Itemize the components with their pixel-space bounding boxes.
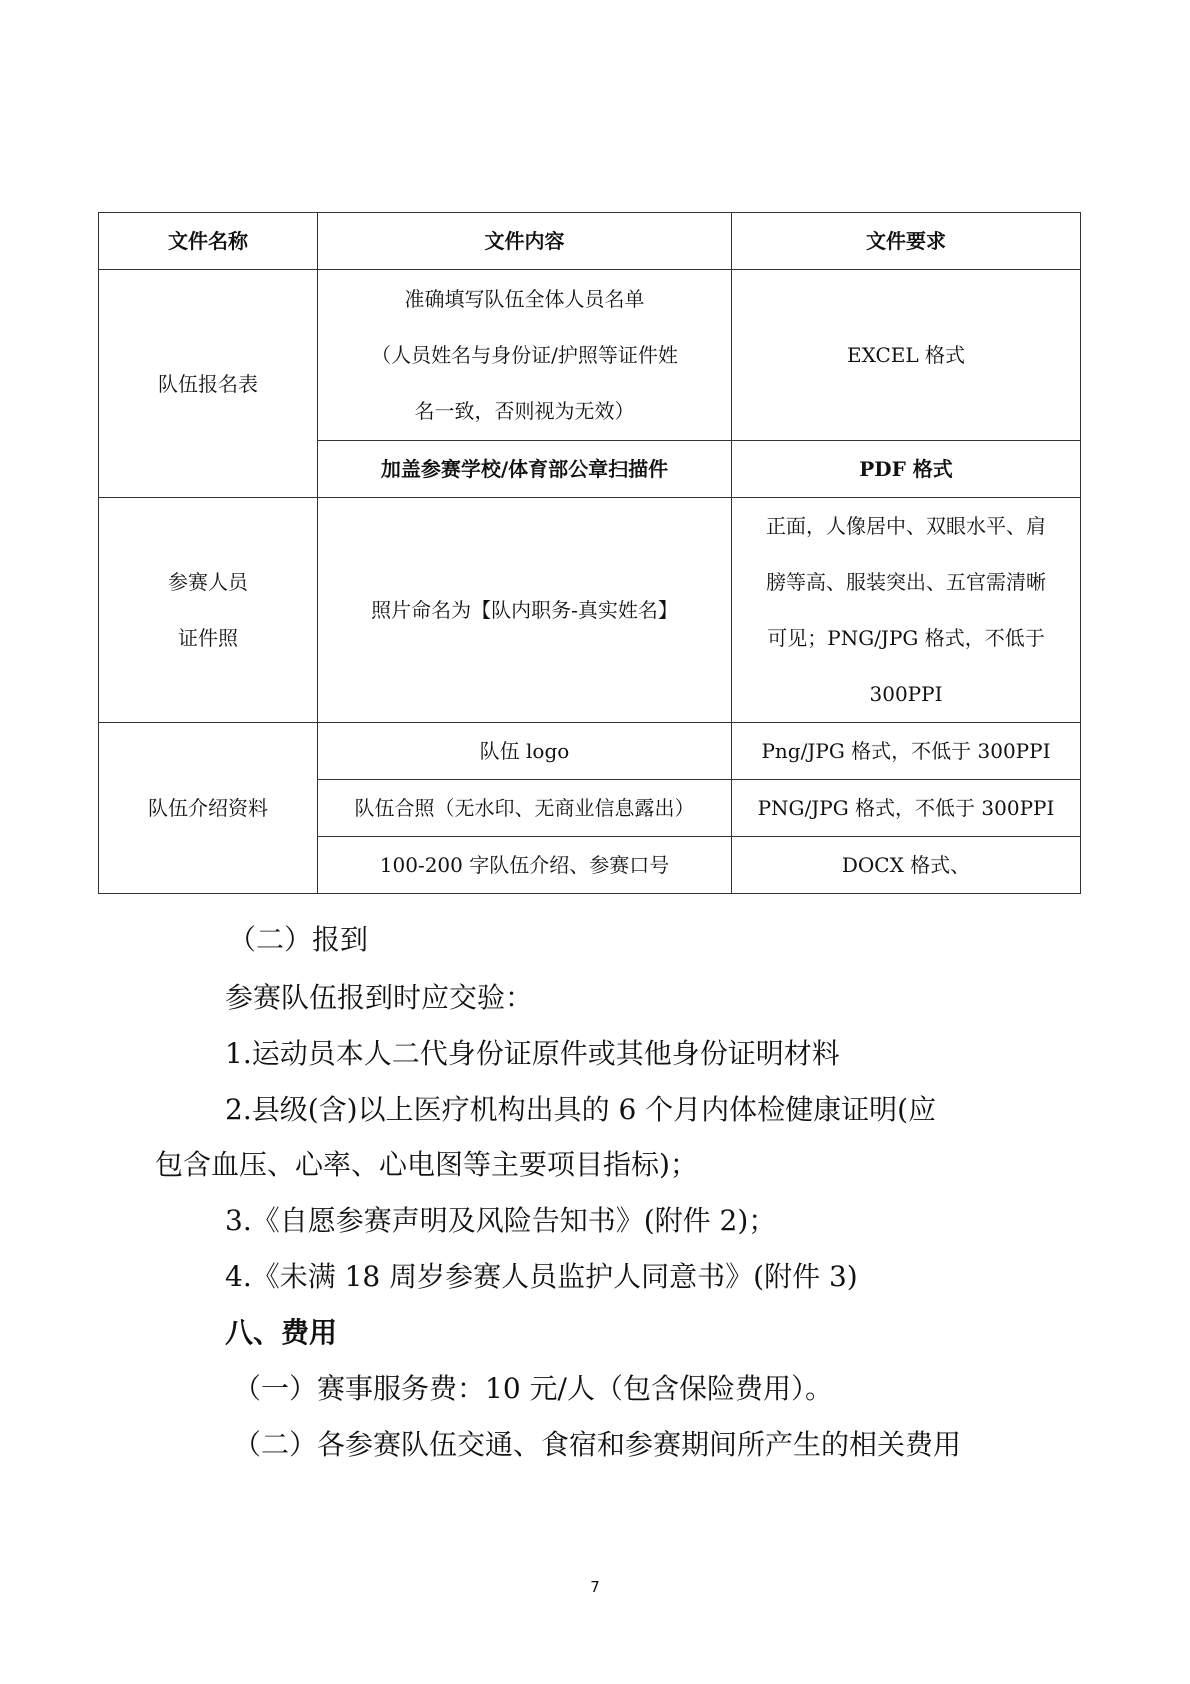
table-header-row — [99, 213, 1081, 270]
table-row — [99, 498, 1081, 723]
row-requirement — [732, 441, 1081, 498]
cell-line: 参赛人员 — [168, 570, 248, 594]
paragraph: （二）各参赛队伍交通、食宿和参赛期间所产生的相关费用 — [233, 1428, 962, 1461]
header-file-requirement: 文件要求 — [732, 213, 1081, 270]
row-content — [318, 270, 732, 441]
cell-line: 膀等高、服装突出、五官需清晰 — [766, 570, 1046, 594]
row-content — [318, 441, 732, 498]
row-content — [318, 723, 732, 780]
section-heading-report: （二）报到 — [228, 923, 369, 956]
list-item: 3.《自愿参赛声明及风险告知书》(附件 2)； — [225, 1204, 777, 1237]
table-row — [99, 723, 1081, 780]
row-name-registration: 队伍报名表 — [99, 270, 318, 498]
row-requirement — [732, 723, 1081, 780]
row-content — [318, 780, 732, 837]
cell-line: DOCX 格式、 — [841, 853, 971, 877]
cell-line: PNG/JPG 格式，不低于 300PPI — [757, 796, 1055, 820]
cell-line: 100-200 字队伍介绍、参赛口号 — [379, 853, 670, 877]
header-file-name: 文件名称 — [99, 213, 318, 270]
row-name-team-intro: 队伍介绍资料 — [99, 723, 318, 894]
cell-line: 准确填写队伍全体人员名单 — [404, 287, 645, 311]
row-requirement — [732, 498, 1081, 723]
page-number: 7 — [590, 1578, 600, 1596]
cell-line: （人员姓名与身份证/护照等证件姓 — [371, 343, 678, 367]
cell-line: 队伍 logo — [479, 739, 570, 763]
section-heading-fees: 八、费用 — [225, 1316, 338, 1349]
cell-line: 名一致，否则视为无效） — [414, 399, 635, 423]
table-row — [99, 270, 1081, 441]
row-content — [318, 837, 732, 894]
row-name-id-photo — [99, 498, 318, 723]
cell-line: 可见；PNG/JPG 格式，不低于 — [767, 626, 1045, 650]
row-content — [318, 498, 732, 723]
cell-line: PDF 格式 — [859, 457, 953, 481]
paragraph: 参赛队伍报到时应交验： — [225, 981, 534, 1014]
list-item: 2.县级(含)以上医疗机构出具的 6 个月内体检健康证明(应 — [225, 1093, 937, 1126]
requirements-table — [98, 212, 1081, 894]
row-requirement — [732, 270, 1081, 441]
cell-line: 300PPI — [869, 682, 943, 706]
paragraph: （一）赛事服务费：10 元/人（包含保险费用）。 — [233, 1372, 833, 1405]
list-item: 1.运动员本人二代身份证原件或其他身份证明材料 — [225, 1037, 840, 1070]
row-requirement — [732, 837, 1081, 894]
cell-line: Png/JPG 格式，不低于 300PPI — [761, 739, 1051, 763]
cell-line: EXCEL 格式 — [846, 343, 966, 367]
cell-line: 加盖参赛学校/体育部公章扫描件 — [380, 457, 669, 481]
list-item-continuation: 包含血压、心率、心电图等主要项目指标)； — [155, 1148, 698, 1181]
list-item: 4.《未满 18 周岁参赛人员监护人同意书》(附件 3) — [225, 1260, 858, 1293]
cell-line: 正面，人像居中、双眼水平、肩 — [766, 514, 1046, 538]
cell-line: 照片命名为【队内职务-真实姓名】 — [371, 598, 678, 622]
header-file-content: 文件内容 — [318, 213, 732, 270]
cell-line: 证件照 — [178, 626, 238, 650]
cell-line: 队伍合照（无水印、无商业信息露出） — [354, 796, 695, 820]
row-requirement — [732, 780, 1081, 837]
